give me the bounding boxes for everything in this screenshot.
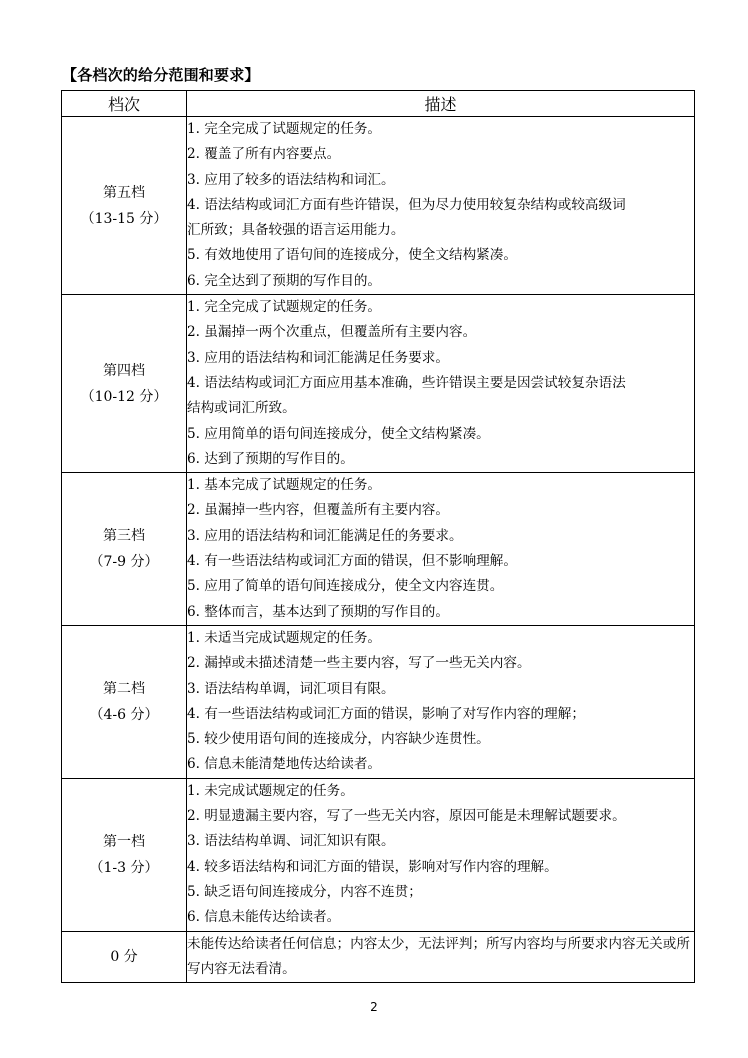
- level-name: 第四档: [103, 362, 145, 379]
- description-line: 5. 应用了简单的语句间连接成分，使全文内容连贯。: [187, 578, 504, 595]
- table-row: [62, 117, 695, 295]
- description-cell: [187, 778, 695, 931]
- description-line: 5. 有效地使用了语句间的连接成分，使全文结构紧凑。: [187, 247, 517, 264]
- description-line: 5. 应用简单的语句间连接成分，使全文结构紧凑。: [187, 425, 490, 442]
- level-score-range: （1-3 分）: [89, 859, 159, 876]
- level-score-range: （10-12 分）: [80, 388, 168, 405]
- description-line: 6. 信息未能传达给读者。: [187, 909, 341, 926]
- description-line: 3. 应用的语法结构和词汇能满足任务要求。: [187, 349, 449, 366]
- description-line: 2. 虽漏掉一两个次重点，但覆盖所有主要内容。: [187, 324, 477, 341]
- description-line: 4. 较多语法结构和词汇方面的错误，影响对写作内容的理解。: [187, 858, 558, 875]
- description-cell: [187, 625, 695, 778]
- table-header-row: [62, 91, 695, 117]
- description-line: 5. 较少使用语句间的连接成分，内容缺少连贯性。: [187, 731, 490, 748]
- level-score-range: （4-6 分）: [89, 706, 159, 723]
- description-line: 4. 语法结构或词汇方面有些许错误，但为尽力使用较复杂结构或较高级词: [187, 196, 626, 213]
- page-number: 2: [370, 1000, 378, 1014]
- description-line: 1. 未适当完成试题规定的任务。: [187, 629, 382, 646]
- level-name: 第五档: [103, 184, 145, 201]
- description-cell: [187, 473, 695, 626]
- description-line: 3. 语法结构单调，词汇项目有限。: [187, 680, 395, 697]
- level-score-range: （13-15 分）: [80, 210, 168, 227]
- level-name: 第二档: [103, 680, 145, 697]
- level-zero: 0 分: [62, 931, 187, 982]
- level-cell: [62, 473, 187, 626]
- description-cell: [187, 295, 695, 473]
- description-line: 4. 语法结构或词汇方面应用基本准确，些许错误主要是因尝试较复杂语法: [187, 374, 626, 391]
- rubric-body: [62, 117, 695, 983]
- table-row: [62, 778, 695, 931]
- level-cell: [62, 625, 187, 778]
- description-line: 结构或词汇所致。: [187, 400, 296, 417]
- level-score-range: （7-9 分）: [89, 554, 159, 571]
- description-line: 5. 缺乏语句间连接成分，内容不连贯；: [187, 883, 422, 900]
- description-line: 6. 完全达到了预期的写作目的。: [187, 272, 382, 289]
- level-name: 第一档: [103, 833, 145, 850]
- description-line: 1. 未完成试题规定的任务。: [187, 782, 354, 799]
- table-row: [62, 625, 695, 778]
- description-cell: [187, 931, 695, 982]
- description-line: 1. 完全完成了试题规定的任务。: [187, 121, 382, 137]
- description-cell: [187, 117, 695, 295]
- rubric-table: [61, 90, 695, 983]
- description-line: 汇所致；具备较强的语言运用能力。: [187, 222, 405, 239]
- table-row: [62, 473, 695, 626]
- description-paragraph: 未能传达给读者任何信息；内容太少，无法评判；所写内容均与所要求内容无关或所写内容无法看清。: [187, 935, 690, 977]
- table-row: [62, 295, 695, 473]
- description-line: 2. 明显遗漏主要内容，写了一些无关内容，原因可能是未理解试题要求。: [187, 808, 626, 825]
- description-line: 1. 完全完成了试题规定的任务。: [187, 299, 382, 316]
- description-line: 4. 有一些语法结构或词汇方面的错误，但不影响理解。: [187, 553, 517, 570]
- header-level: 档次: [62, 91, 187, 117]
- description-line: 6. 整体而言，基本达到了预期的写作目的。: [187, 603, 449, 620]
- description-line: 4. 有一些语法结构或词汇方面的错误，影响了对写作内容的理解；: [187, 705, 585, 722]
- section-heading: 【各档次的给分范围和要求】: [62, 66, 260, 84]
- description-line: 2. 虽漏掉一些内容，但覆盖所有主要内容。: [187, 502, 449, 519]
- description-line: 3. 应用的语法结构和词汇能满足任的务要求。: [187, 527, 463, 544]
- table-row-zero: [62, 931, 695, 982]
- description-line: 6. 信息未能清楚地传达给读者。: [187, 756, 382, 773]
- description-line: 6. 达到了预期的写作目的。: [187, 450, 354, 467]
- level-cell: [62, 295, 187, 473]
- level-name: 第三档: [103, 528, 145, 545]
- description-line: 2. 覆盖了所有内容要点。: [187, 146, 341, 163]
- description-line: 3. 应用了较多的语法结构和词汇。: [187, 171, 395, 188]
- description-line: 1. 基本完成了试题规定的任务。: [187, 477, 382, 494]
- header-description: 描述: [187, 91, 695, 117]
- level-cell: [62, 117, 187, 295]
- description-line: 3. 语法结构单调、词汇知识有限。: [187, 833, 395, 850]
- level-cell: [62, 778, 187, 931]
- description-line: 2. 漏掉或未描述清楚一些主要内容，写了一些无关内容。: [187, 655, 531, 672]
